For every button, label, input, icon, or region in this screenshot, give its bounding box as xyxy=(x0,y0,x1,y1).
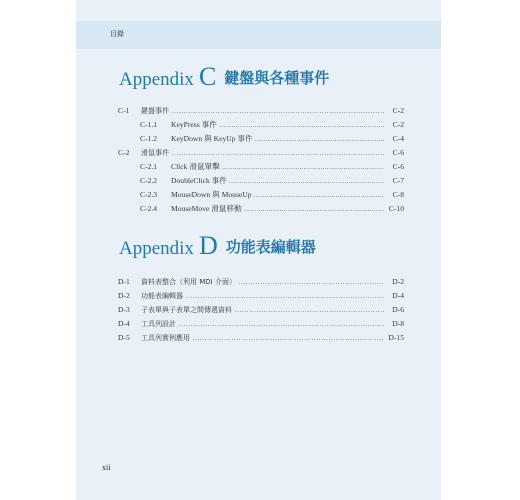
appendix-d-heading xyxy=(119,231,316,261)
toc-number: C-2.4 xyxy=(140,204,158,213)
toc-label: 工具列實例應用 ..... xyxy=(141,331,384,345)
toc-label: Click 滑鼠單擊 ..... xyxy=(171,160,384,174)
toc-row[interactable] xyxy=(118,118,404,132)
toc-number: D-5 xyxy=(118,333,130,342)
toc-label: 鍵盤事件 ..... xyxy=(141,104,384,118)
toc-label: 功能表編輯器 ..... xyxy=(141,289,384,303)
toc-row[interactable] xyxy=(118,104,404,118)
toc-label: 工具列設計 ..... xyxy=(141,317,384,331)
toc-page: D-15 xyxy=(388,333,404,342)
appendix-letter: C xyxy=(198,62,217,91)
header-label: 目錄 xyxy=(110,30,124,38)
toc-number: C-2.1 xyxy=(140,162,158,171)
toc-label: 子表單與子表單之間傳遞資料 ..... xyxy=(141,303,384,317)
toc-number: C-2 xyxy=(118,148,130,157)
toc-number: D-2 xyxy=(118,291,130,300)
appendix-title: 功能表編輯器 xyxy=(225,238,316,256)
toc-page xyxy=(76,0,441,500)
toc-row[interactable] xyxy=(118,289,404,303)
toc-page: D-4 xyxy=(392,291,404,300)
header-band xyxy=(76,21,441,49)
toc-page: C-8 xyxy=(392,190,404,199)
appendix-word: Appendix xyxy=(119,238,194,259)
toc-row[interactable] xyxy=(118,146,404,160)
appendix-c-heading xyxy=(119,62,329,92)
appendix-word: Appendix xyxy=(119,69,194,90)
toc-number: C-2.3 xyxy=(140,190,158,199)
toc-page: C-2 xyxy=(392,106,404,115)
toc-page: D-8 xyxy=(392,319,404,328)
appendix-letter: D xyxy=(198,231,218,260)
toc-page: D-2 xyxy=(392,277,404,286)
toc-page: C-4 xyxy=(392,134,404,143)
toc-page: C-6 xyxy=(392,148,404,157)
appendix-title: 鍵盤與各種事件 xyxy=(224,69,330,87)
toc-row[interactable] xyxy=(118,202,404,216)
toc-label: KeyPress 事件 ..... xyxy=(171,118,384,132)
toc-row[interactable] xyxy=(118,160,404,174)
appendix-c-toc xyxy=(118,104,404,216)
toc-label: MouseMove 滑鼠移動 ..... xyxy=(171,202,384,216)
toc-number: D-1 xyxy=(118,277,130,286)
toc-row[interactable] xyxy=(118,303,404,317)
toc-label: 資料表整合（利用 MDI 介面） ..... xyxy=(141,275,384,289)
toc-row[interactable] xyxy=(118,132,404,146)
toc-number: C-1.1 xyxy=(140,120,158,129)
page-number: xii xyxy=(102,463,111,472)
toc-page: C-2 xyxy=(392,120,404,129)
toc-row[interactable] xyxy=(118,174,404,188)
toc-number: D-3 xyxy=(118,305,130,314)
toc-page: C-7 xyxy=(392,176,404,185)
toc-number: C-1.2 xyxy=(140,134,158,143)
toc-row[interactable] xyxy=(118,331,404,345)
toc-row[interactable] xyxy=(118,188,404,202)
appendix-d-toc xyxy=(118,275,404,345)
toc-page: D-6 xyxy=(392,305,404,314)
toc-row[interactable] xyxy=(118,317,404,331)
toc-label: KeyDown 與 KeyUp 事件 ..... xyxy=(171,132,384,146)
toc-page: C-6 xyxy=(392,162,404,171)
toc-page: C-10 xyxy=(388,204,404,213)
toc-label: MouseDown 與 MouseUp ..... xyxy=(171,188,384,202)
toc-number: D-4 xyxy=(118,319,130,328)
toc-number: C-1 xyxy=(118,106,130,115)
toc-label: 滑鼠事件 ..... xyxy=(141,146,384,160)
toc-row[interactable] xyxy=(118,275,404,289)
toc-number: C-2.2 xyxy=(140,176,158,185)
toc-label: DoubleClick 事件 ..... xyxy=(171,174,384,188)
